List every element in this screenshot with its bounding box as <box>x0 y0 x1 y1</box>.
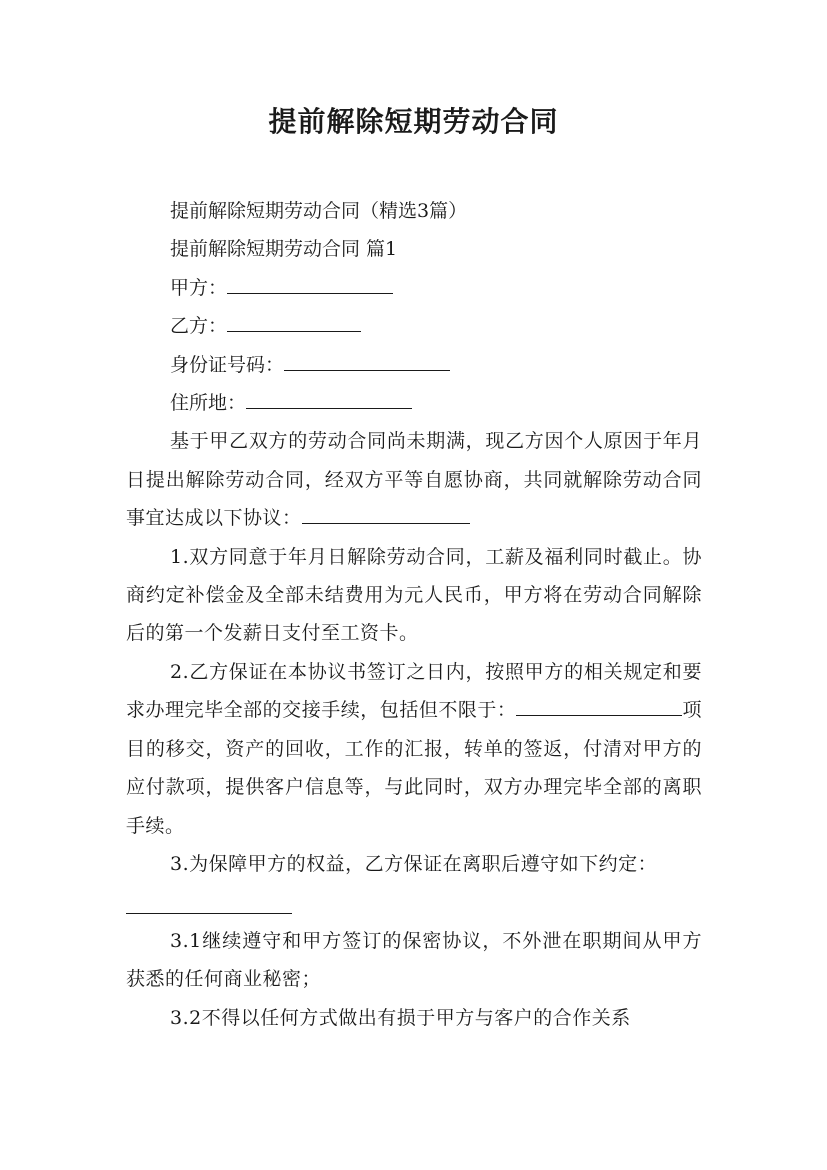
party-a-blank <box>227 275 393 294</box>
intro-paragraph <box>126 422 702 537</box>
clause-2-end: 项目的移交，资产的回收，工作的汇报，转单的签返，付清对甲方的应付款项，提供客户信息等，与此同时，双方办理完毕全部的离职手续。 <box>126 699 702 837</box>
document-subtitle: 提前解除短期劳动合同（精选3篇） <box>170 200 468 222</box>
id-blank <box>284 352 450 371</box>
document-body <box>126 192 702 1037</box>
intro-text: 基于甲乙双方的劳动合同尚未期满，现乙方因个人原因于年月日提出解除劳动合同，经双方平等自愿协商，共同就解除劳动合同事宜达成以下协议： <box>126 430 702 530</box>
clause-1: 1.双方同意于年月日解除劳动合同，工薪及福利同时截止。协商约定补偿金及全部未结费用为元人民币，甲方将在劳动合同解除后的第一个发薪日支付至工资卡。 <box>126 545 702 645</box>
address-label: 住所地： <box>170 392 247 415</box>
id-row <box>126 346 702 384</box>
clause-3-blank-row <box>126 883 702 921</box>
party-b-row <box>126 307 702 345</box>
clause-2-start: 2.乙方保证在本协议书签订之日内，按照甲方的相关规定和要求办理完毕全部的交接手续，包括但不限于： <box>126 660 702 722</box>
party-b-blank <box>227 313 361 332</box>
section-heading: 提前解除短期劳动合同 篇1 <box>170 238 398 261</box>
clause-2 <box>126 653 702 845</box>
clause-3: 3.为保障甲方的权益，乙方保证在离职后遵守如下约定： <box>170 852 658 875</box>
address-blank <box>246 390 412 409</box>
party-b-label: 乙方： <box>170 315 228 338</box>
id-label: 身份证号码： <box>170 353 285 376</box>
party-a-row <box>126 269 702 307</box>
party-a-label: 甲方： <box>170 276 228 299</box>
clause-3-blank <box>126 895 292 914</box>
intro-blank <box>302 505 470 524</box>
document-title: 提前解除短期劳动合同 <box>268 105 559 138</box>
address-row <box>126 384 702 422</box>
clause-3-2: 3.2不得以任何方式做出有损于甲方与客户的合作关系 <box>170 1006 631 1029</box>
clause-3-1: 3.1继续遵守和甲方签订的保密协议，不外泄在职期间从甲方获悉的任何商业秘密； <box>126 929 702 991</box>
clause-2-blank <box>516 697 682 716</box>
